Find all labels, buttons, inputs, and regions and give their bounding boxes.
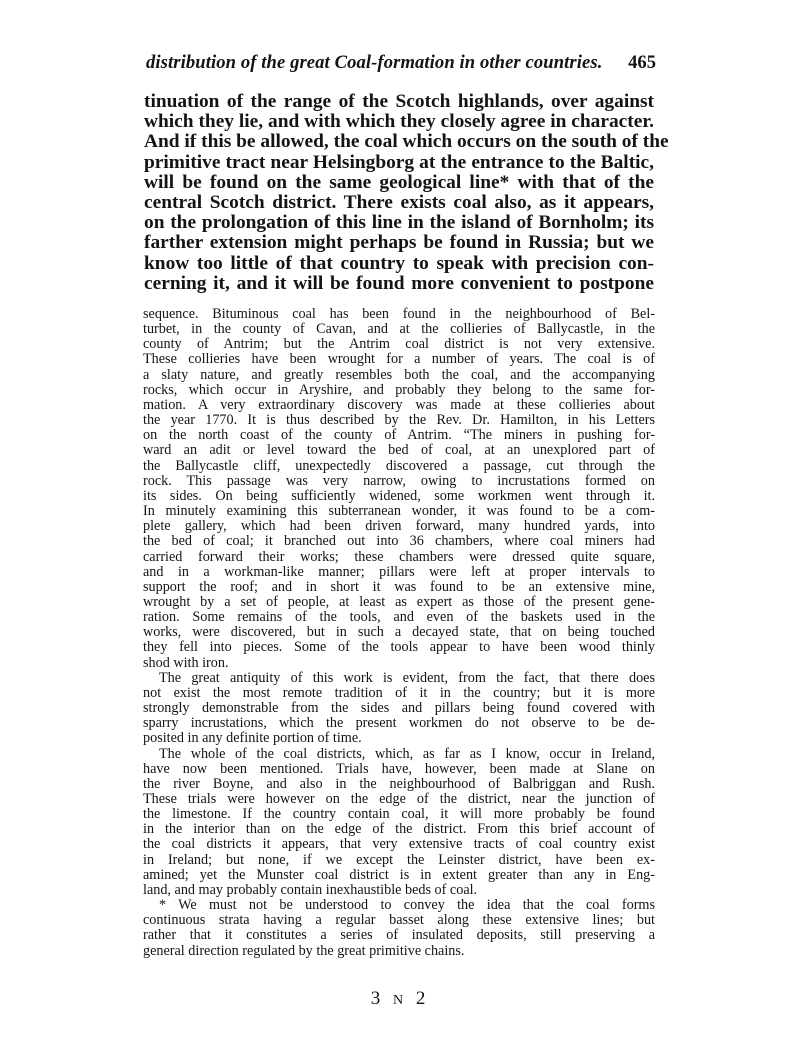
text-line: These collieries have been wrought for a number of years. The coal is of (143, 351, 655, 368)
text-line: the bed of coal; it branched out into 36 chambers, where coal miners had (143, 533, 655, 550)
text-line: farther extension might perhaps be found in Russia; but we (144, 232, 654, 254)
text-line: turbet, in the county of Cavan, and at the collieries of Ballycastle, in the (143, 321, 655, 338)
text-line: In minutely examining this subterranean wonder, it was found to be a com- (143, 503, 655, 520)
footnote-paragraph-4 (143, 898, 655, 959)
text-line: mation. A very extraordinary discovery was made at these collieries about (143, 396, 655, 413)
text-line: carried forward their works; these chambers were dressed quite square, (143, 548, 655, 565)
footnote-paragraph-3 (143, 747, 655, 899)
signature-mark (0, 988, 800, 1010)
text-line: And if this be allowed, the coal which occurs on the south of the (144, 131, 669, 153)
text-line: on the north coast of the county of Antrim. “The miners in pushing for- (143, 427, 655, 444)
text-line: general direction regulated by the great primitive chains. (143, 942, 465, 959)
text-line: in the interior than on the edge of the district. From this brief account of (143, 821, 655, 838)
text-line: the coal districts it appears, that very extensive tracts of coal country exist (143, 836, 655, 853)
footnote-paragraph-1 (143, 307, 655, 671)
text-line: wrought by a set of people, at least as expert as those of the present gene- (143, 593, 655, 610)
signature-part: 2 (415, 988, 430, 1009)
text-line: These trials were however on the edge of the district, near the junction of (143, 791, 655, 807)
text-line: support the roof; and in short it was found to be an extensive mine, (143, 578, 655, 595)
text-line: primitive tract near Helsingborg at the entrance to the Baltic, (144, 151, 654, 173)
text-line: the year 1770. It is thus described by the Rev. Dr. Hamilton, in his Letters (143, 412, 655, 429)
signature-part: N (392, 993, 408, 1008)
text-line: its sides. On being sufficiently widened, some workmen went through it. (143, 487, 655, 504)
text-line: ration. Some remains of the tools, and even of the baskets used in the (143, 609, 655, 626)
text-line: rock. This passage was very narrow, owing to incrustations formed on (143, 472, 655, 489)
text-line: plete gallery, which had been driven forward, many hundred yards, into (143, 518, 655, 535)
running-title: distribution of the great Coal-formation in other countries. (146, 52, 603, 73)
text-line: sparry incrustations, which the present workmen do not observe to be de- (143, 715, 655, 732)
footnote-paragraph-2 (143, 671, 655, 747)
text-line: shod with iron. (143, 654, 229, 671)
page-number: 465 (628, 52, 656, 73)
text-line: and in a workman-like manner; pillars were left at proper intervals to (143, 563, 655, 580)
signature-part: 3 (370, 988, 385, 1009)
text-line: they fell into pieces. Some of the tools appear to have been wood thinly (143, 639, 655, 656)
text-line: the limestone. If the country contain coal, it will more probably be found (143, 806, 655, 823)
text-line: which they lie, and with which they closely agree in character. (144, 111, 654, 133)
main-text (144, 91, 669, 294)
text-line: The whole of the coal districts, which, as far as I know, occur in Ireland, (159, 745, 655, 762)
text-line: ward an adit or level toward the bed of coal, at an unexplored part of (143, 442, 655, 459)
text-line: * We must not be understood to convey the idea that the coal forms (159, 897, 655, 914)
text-line: strongly demonstrable from the sides and pillars being found covered with (143, 700, 655, 717)
text-line: rather that it constitutes a series of insulated deposits, still preserving a (143, 927, 655, 944)
text-line: on the prolongation of this line in the island of Bornholm; its (144, 212, 654, 234)
text-line: posited in any definite portion of time. (143, 730, 362, 747)
text-line: The great antiquity of this work is evident, from the fact, that there does (159, 669, 655, 686)
text-line: sequence. Bituminous coal has been found in the neighbourhood of Bel- (143, 306, 655, 322)
text-line: the river Boyne, and also in the neighbourhood of Balbriggan and Rush. (143, 775, 655, 792)
page-header (146, 52, 656, 74)
text-line: a slaty nature, and greatly resembles both the coal, and the accompanying (143, 366, 655, 383)
text-line: rocks, which occur in Aryshire, and probably they belong to the same for- (143, 381, 655, 398)
text-line: central Scotch district. There exists coal also, as it appears, (144, 192, 654, 214)
text-line: in Ireland; but none, if we except the Leinster district, have been ex- (143, 851, 655, 868)
text-line: the Ballycastle cliff, unexpectedly discovered a passage, cut through the (143, 457, 655, 474)
text-line: not exist the most remote tradition of it in the country; but it is more (143, 684, 655, 701)
text-line: amined; yet the Munster coal district is in extent greater than any in Eng- (143, 866, 655, 883)
text-line: tinuation of the range of the Scotch highlands, over against (144, 91, 654, 112)
text-line: cerning it, and it will be found more convenient to postpone (144, 272, 654, 294)
text-line: works, were discovered, but in such a decayed state, that on being touched (143, 624, 655, 641)
footnote (143, 307, 655, 959)
text-line: have now been mentioned. Trials have, however, been made at Slane on (143, 760, 655, 777)
text-line: county of Antrim; but the Antrim coal district is not very extensive. (143, 336, 655, 353)
text-line: will be found on the same geological line* with that of the (144, 171, 654, 193)
text-line: continuous strata having a regular basset along these extensive lines; but (143, 912, 655, 929)
text-line: know too little of that country to speak with precision con- (144, 252, 654, 274)
text-line: land, and may probably contain inexhaustible beds of coal. (143, 881, 478, 898)
